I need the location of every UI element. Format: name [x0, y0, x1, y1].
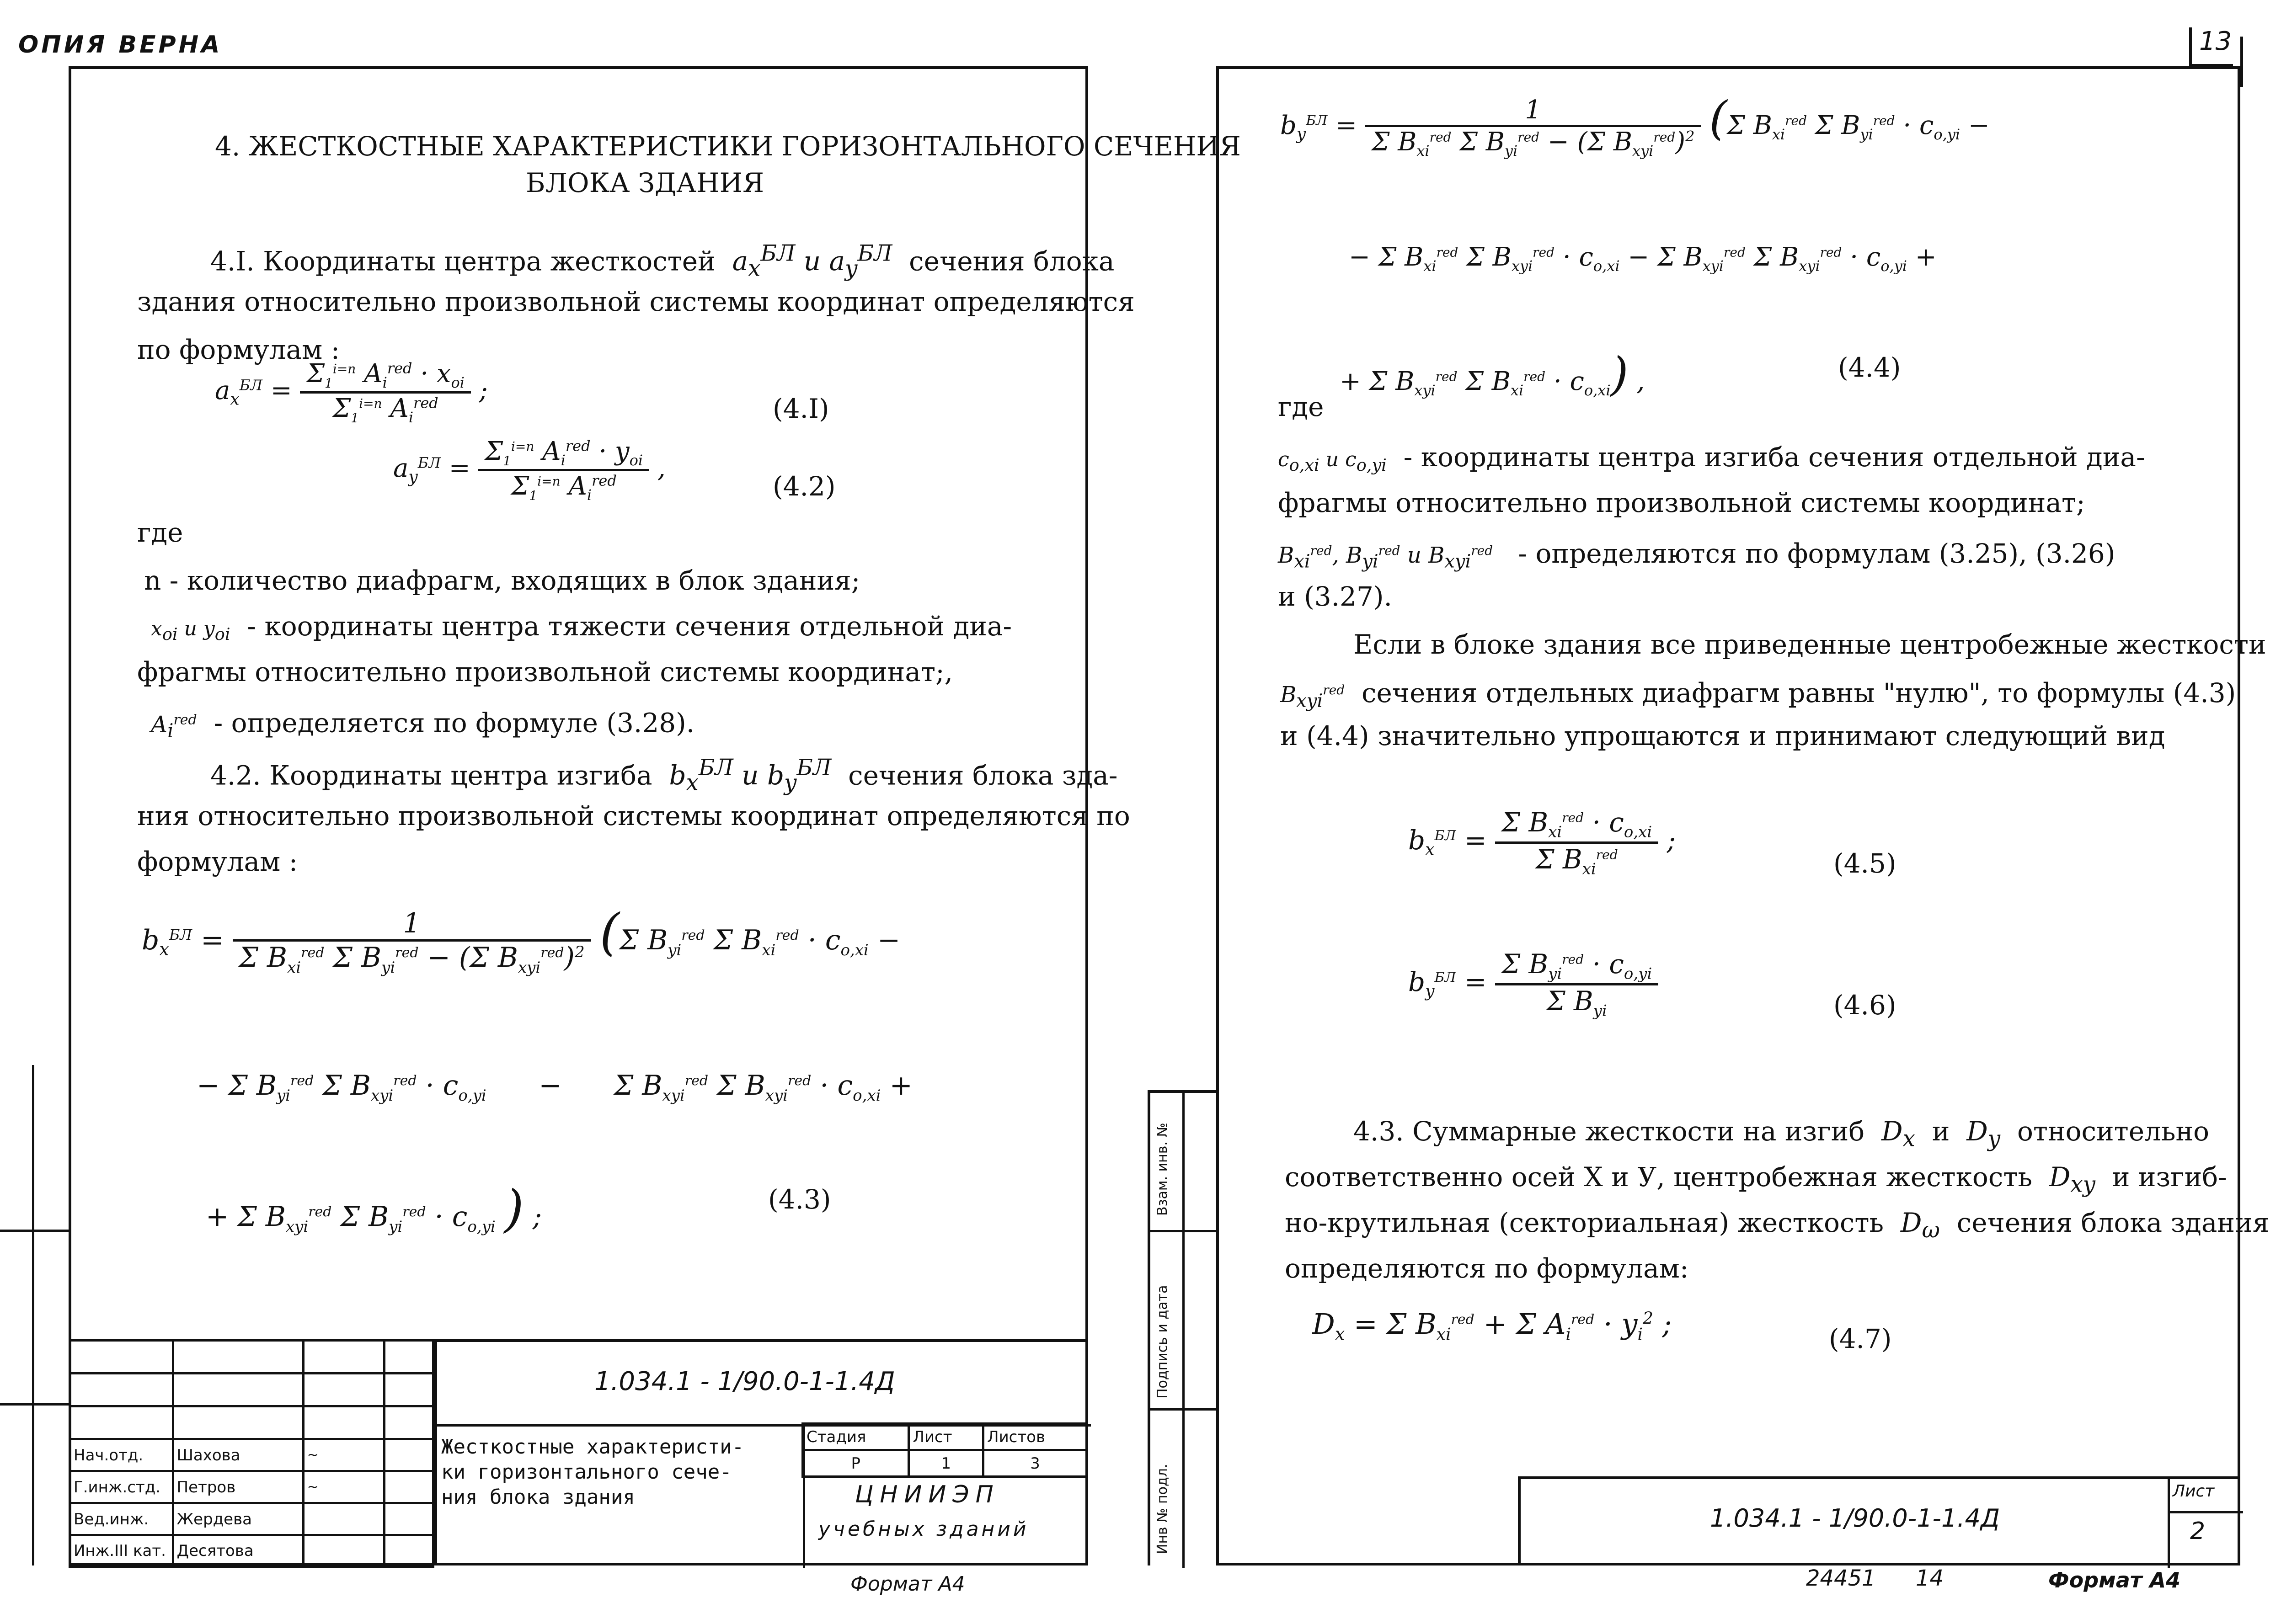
- section-heading-line2: БЛОКА ЗДАНИЯ: [526, 167, 764, 198]
- formula-4-3-line2: − Σ $B_{yi}^{red}$ Σ $B_{xyi}^{red} \cdot c_{o,yi}$ − Σ $B_{xyi}^{red}$ Σ $B_{xyi}^{red} \cdot c_{o,xi}$ +: [197, 1070, 913, 1105]
- name-1: Шахова: [173, 1439, 303, 1471]
- paragraph-4-1: 4.I. Координаты центра жесткостей $a_x^{БЛ}$ и $a_y^{БЛ}$ сечения блока: [210, 241, 1115, 282]
- formula-4-7: $D_x = \Sigma$ $B_{xi}^{red} + \Sigma$ $A_i^{red} \cdot y_i^2$ ;: [1312, 1307, 1672, 1344]
- condition-paragraph-line3: и (4.4) значительно упрощаются и принимают следующий вид: [1280, 720, 2165, 751]
- equation-number-4-1: (4.I): [773, 393, 829, 424]
- where-label: где: [137, 517, 183, 548]
- definition-xy-line2: фрагмы относительно произвольной системы координат;,: [137, 656, 953, 687]
- page-number: 13: [2199, 27, 2232, 56]
- role-4: Инж.III кат.: [70, 1535, 173, 1567]
- paragraph-4-2-line2: ния относительно произвольной системы координат определяются по: [137, 800, 1130, 831]
- copy-stamp: ОПИЯ ВЕРНА: [18, 31, 223, 59]
- definition-B-line2: и (3.27).: [1278, 581, 1392, 612]
- definition-A: $A_i^{red}$ - определяется по формуле (3.28).: [151, 707, 695, 742]
- definition-c-line2: фрагмы относительно произвольной системы координат;: [1278, 487, 2085, 518]
- format-label-left: Формат А4: [850, 1572, 965, 1596]
- symbol-ax: $a_x^{БЛ}$ и $a_y^{БЛ}$: [724, 241, 892, 282]
- drawing-title-line2: ки горизонтального сече-: [441, 1460, 732, 1484]
- formula-4-3-line3: + Σ $B_{xyi}^{red}$ Σ $B_{yi}^{red} \cdot c_{o,yi}$ ) ;: [206, 1179, 542, 1238]
- doc-code-right: 1.034.1 - 1/90.0-1-1.4Д: [1710, 1504, 2000, 1533]
- paragraph-4-3: 4.3. Суммарные жесткости на изгиб $D_x$ и $D_y$ относительно: [1353, 1116, 2210, 1152]
- format-label-right: Формат А4: [2048, 1568, 2181, 1592]
- side-label-sign: Подпись и дата: [1154, 1285, 1170, 1399]
- condition-paragraph-line2: $B_{xyi}^{red}$ сечения отдельных диафрагм равны "нулю", то формулы (4.3): [1280, 677, 2236, 712]
- paragraph-4-1-line3: по формулам :: [137, 334, 340, 365]
- where-label-2: где: [1278, 391, 1324, 422]
- equation-number-4-6: (4.6): [1833, 990, 1896, 1021]
- paragraph-4-2: 4.2. Координаты центра изгиба $b_x^{БЛ}$ и $b_y^{БЛ}$ сечения блока зда-: [210, 755, 1118, 796]
- right-edge-mark: [2240, 37, 2243, 87]
- formula-4-5: $b_x^{БЛ}$ = $\frac{\Sigma B_{xi}^{red} \cdot c_{o,xi}}{\Sigma B_{xi}^{red}}$ ;: [1408, 807, 1676, 879]
- doc-code-left: 1.034.1 - 1/90.0-1-1.4Д: [594, 1367, 895, 1396]
- paragraph-4-2-line3: формулам :: [137, 846, 298, 877]
- sheet-number: 2: [2190, 1518, 2206, 1545]
- left-title-block-stamp: Нач.отд. Шахова ~ Г.инж.стд. Петров ~ Вед.инж. Жердева Инж.III кат. Десятова: [69, 1339, 434, 1568]
- paragraph-4-3-line3: но-крутильная (секториальная) жесткость $D_\omega$ сечения блока здания: [1285, 1207, 2270, 1243]
- name-3: Жердева: [173, 1503, 303, 1535]
- drawing-title-line1: Жесткостные характеристи-: [441, 1435, 744, 1459]
- org-name-line2: учебных зданий: [818, 1518, 1029, 1541]
- equation-number-4-2: (4.2): [773, 471, 836, 502]
- drawing-title-line3: ния блока здания: [441, 1486, 635, 1509]
- definition-n: n - количество диафрагм, входящих в блок здания;: [144, 565, 860, 596]
- formula-4-3-line1: $b_x^{БЛ}$ = $\frac{1}{\Sigma B_{xi}^{red} \Sigma B_{yi}^{red} - (\Sigma B_{xyi}^{red})^2}$ (Σ $B_{yi}^{red}$ Σ $B_{xi}^{red} \cdot c_{o,xi}$ −: [142, 903, 901, 977]
- footer-number-1: 24451: [1806, 1565, 1876, 1591]
- equation-number-4-3: (4.3): [768, 1184, 831, 1215]
- role-1: Нач.отд.: [70, 1439, 173, 1471]
- side-label-replace: Взам. инв. №: [1154, 1123, 1170, 1216]
- formula-4-6: $b_y^{БЛ}$ = $\frac{\Sigma B_{yi}^{red} \cdot c_{o,yi}}{\Sigma B_{yi}}$: [1408, 948, 1658, 1020]
- formula-4-4-line1: $b_y^{БЛ}$ = $\frac{1}{\Sigma B_{xi}^{red} \Sigma B_{yi}^{red} - (\Sigma B_{xyi}^{red})^2}$ (Σ $B_{xi}^{red}$ Σ $B_{yi}^{red} \cdot c_{o,yi}$ −: [1280, 91, 1990, 160]
- left-side-stamp: [0, 1065, 71, 1565]
- equation-number-4-7: (4.7): [1829, 1323, 1892, 1354]
- sheet-label: Лист: [2173, 1482, 2215, 1501]
- definition-xy: $x_{oi}$ и $y_{oi}$ - координаты центра тяжести сечения отдельной диа-: [151, 611, 1012, 644]
- formula-4-4-line3: + Σ $B_{xyi}^{red}$ Σ $B_{xi}^{red} \cdot c_{o,xi}$) ,: [1340, 347, 1645, 401]
- paragraph-4-3-line2: соответственно осей X и У, центробежная жесткость $D_{xy}$ и изгиб-: [1285, 1161, 2227, 1198]
- definition-c: $c_{o,xi}$ и $c_{o,yi}$ - координаты центра изгиба сечения отдельной диа-: [1278, 442, 2145, 475]
- equation-number-4-4: (4.4): [1838, 352, 1901, 383]
- role-2: Г.инж.стд.: [70, 1471, 173, 1503]
- stage-sheet-table: Стадия Лист Листов Р 1 3: [801, 1422, 1088, 1478]
- org-name: ЦНИИЭП: [855, 1481, 1000, 1508]
- paragraph-4-3-line4: определяются по формулам:: [1285, 1253, 1689, 1284]
- equation-number-4-5: (4.5): [1833, 848, 1896, 879]
- role-3: Вед.инж.: [70, 1503, 173, 1535]
- formula-4-2: $a_y^{БЛ}$ = $\frac{\Sigma_1^{i=n} A_i^{red} \cdot y_{oi}}{\Sigma_1^{i=n} A_i^{red}}$ ,: [393, 437, 666, 504]
- section-heading: 4. ЖЕСТКОСТНЫЕ ХАРАКТЕРИСТИКИ ГОРИЗОНТАЛЬНОГО СЕЧЕНИЯ: [215, 131, 1241, 162]
- name-4: Десятова: [173, 1535, 303, 1567]
- paragraph-4-1-line2: здания относительно произвольной системы координат определяются: [137, 286, 1135, 317]
- side-label-inv: Инв № подл.: [1154, 1464, 1170, 1554]
- definition-B: $B_{xi}^{red}$, $B_{yi}^{red}$ и $B_{xyi}^{red}$ - определяются по формулам (3.25), (3.26): [1278, 538, 2115, 572]
- formula-4-1: $a_x^{БЛ}$ = $\frac{\Sigma_1^{i=n} A_i^{red} \cdot x_{oi}}{\Sigma_1^{i=n} A_i^{red}}$ ;: [215, 359, 488, 426]
- condition-paragraph: Если в блоке здания все приведенные центробежные жесткости: [1353, 629, 2266, 660]
- formula-4-4-line2: − Σ $B_{xi}^{red}$ Σ $B_{xyi}^{red} \cdot c_{o,xi} - \Sigma$ $B_{xyi}^{red}$ Σ $B_{xyi}^{red} \cdot c_{o,yi}$ +: [1349, 242, 1937, 275]
- name-2: Петров: [173, 1471, 303, 1503]
- footer-number-2: 14: [1916, 1565, 1944, 1591]
